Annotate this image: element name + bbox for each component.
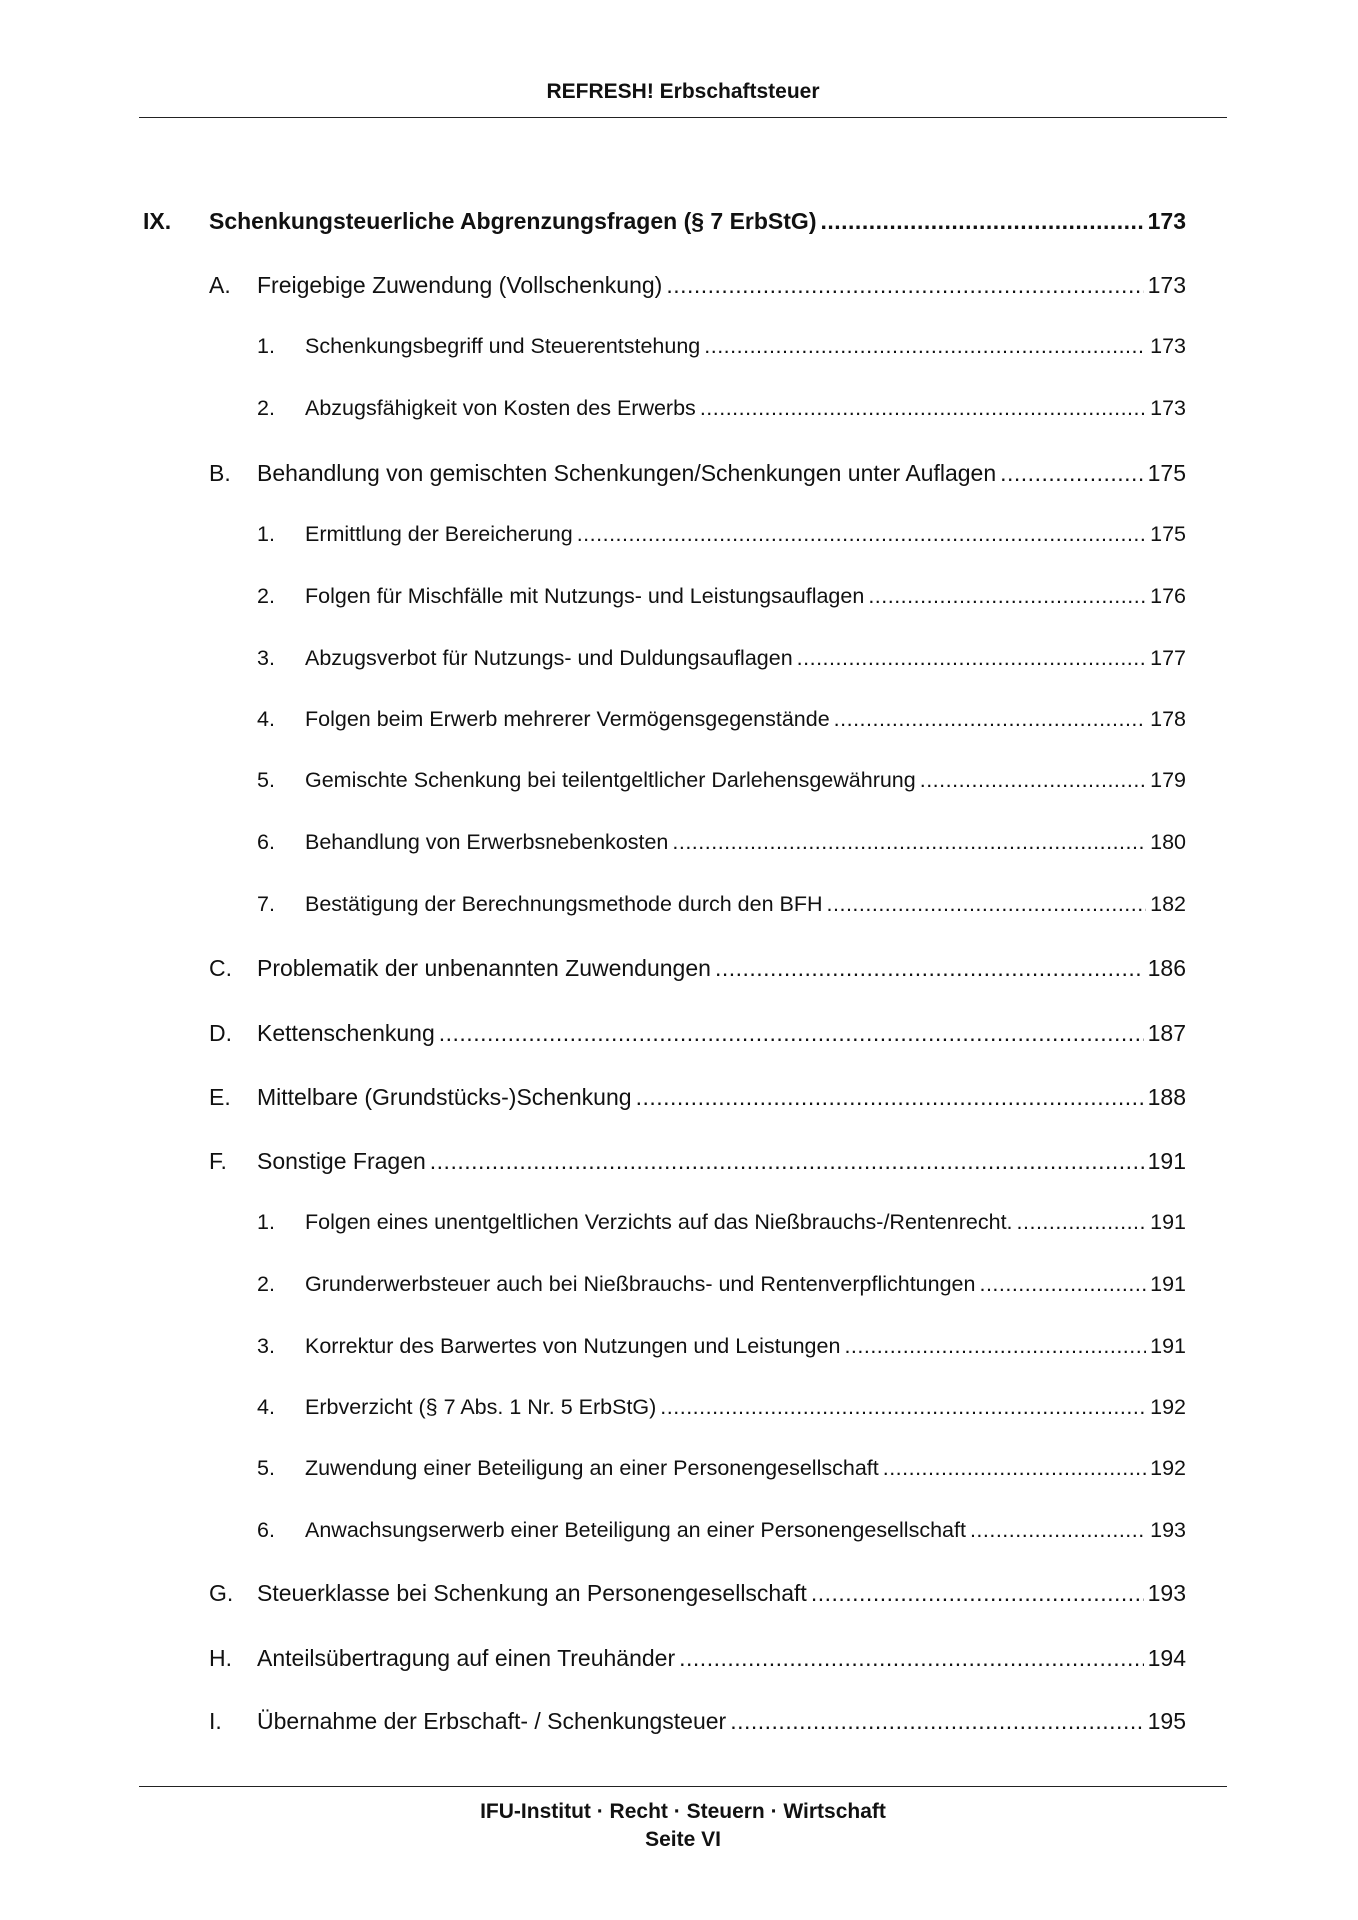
toc-entry	[257, 768, 1186, 793]
toc-dot-leader	[1000, 460, 1144, 487]
toc-entry-number: B.	[209, 460, 231, 486]
toc-entry-title: Ermittlung der Bereicherung	[305, 522, 573, 546]
toc-entry-title: Behandlung von gemischten Schenkungen/Schenkungen unter Auflagen	[257, 460, 997, 486]
toc-dot-leader	[660, 1395, 1146, 1420]
toc-entry-number: 7.	[257, 892, 275, 916]
toc-entry-page: 191	[1147, 1148, 1186, 1174]
toc-entry-page: 173	[1147, 208, 1186, 234]
toc-entry-number: G.	[209, 1580, 234, 1606]
toc-dot-leader	[811, 1580, 1144, 1607]
toc-entry-number: 6.	[257, 830, 275, 854]
toc-dot-leader	[827, 892, 1147, 917]
toc-entry-title: Behandlung von Erwerbsnebenkosten	[305, 830, 669, 854]
toc-entry-title: Schenkungsbegriff und Steuerentstehung	[305, 334, 701, 358]
toc-entry-number: I.	[209, 1708, 222, 1734]
toc-entry-page: 176	[1150, 584, 1186, 608]
toc-entry-title: Mittelbare (Grundstücks-)Schenkung	[257, 1084, 632, 1110]
toc-entry-number: 5.	[257, 1456, 275, 1480]
toc-entry-page: 191	[1150, 1210, 1186, 1234]
toc-entry-number: 2.	[257, 584, 275, 608]
toc-entry-title: Zuwendung einer Beteiligung an einer Personengesellschaft	[305, 1456, 879, 1480]
toc-entry	[209, 1148, 1186, 1175]
toc-entry	[209, 1645, 1186, 1672]
toc-entry-page: 180	[1150, 830, 1186, 854]
page-header: REFRESH! Erbschaftsteuer	[546, 80, 820, 103]
toc-entry-number: 1.	[257, 1210, 275, 1234]
toc-dot-leader	[730, 1708, 1143, 1735]
toc-entry	[257, 892, 1186, 917]
toc-entry-title: Folgen eines unentgeltlichen Verzichts auf das Nießbrauchs-/Rentenrecht.	[305, 1210, 1013, 1234]
toc-entry-title: Anwachsungserwerb einer Beteiligung an einer Personengesellschaft	[305, 1518, 966, 1542]
toc-entry	[257, 1272, 1186, 1297]
toc-dot-leader	[868, 584, 1146, 609]
toc-dot-leader	[577, 522, 1146, 547]
toc-dot-leader	[430, 1148, 1144, 1175]
toc-entry-page: 179	[1150, 768, 1186, 792]
toc-dot-leader	[970, 1518, 1146, 1543]
toc-entry-number: H.	[209, 1645, 232, 1671]
toc-entry-number: 1.	[257, 522, 275, 546]
toc-entry-title: Folgen für Mischfälle mit Nutzungs- und Leistungsauflagen	[305, 584, 865, 608]
toc-dot-leader	[1017, 1210, 1147, 1235]
toc-entry-number: 4.	[257, 707, 275, 731]
toc-entry-page: 175	[1147, 460, 1186, 486]
toc-dot-leader	[679, 1645, 1143, 1672]
toc-entry-title: Erbverzicht (§ 7 Abs. 1 Nr. 5 ErbStG)	[305, 1395, 657, 1419]
toc-entry	[257, 1456, 1186, 1481]
toc-entry	[257, 1334, 1186, 1359]
toc-entry	[209, 1020, 1186, 1047]
toc-entry	[209, 1708, 1186, 1735]
toc-entry-page: 188	[1147, 1084, 1186, 1110]
toc-entry-page: 173	[1150, 334, 1186, 358]
toc-entry	[257, 830, 1186, 855]
toc-dot-leader	[704, 334, 1146, 359]
toc-entry-number: 5.	[257, 768, 275, 792]
toc-dot-leader	[700, 396, 1146, 421]
toc-entry-page: 192	[1150, 1395, 1186, 1419]
toc-dot-leader	[979, 1272, 1146, 1297]
toc-entry	[257, 584, 1186, 609]
toc-entry-number: 4.	[257, 1395, 275, 1419]
toc-entry	[209, 272, 1186, 299]
toc-entry	[209, 955, 1186, 982]
toc-entry-number: 2.	[257, 396, 275, 420]
toc-dot-leader	[636, 1084, 1144, 1111]
footer-rule	[139, 1786, 1227, 1787]
toc-entry-page: 191	[1150, 1334, 1186, 1358]
toc-dot-leader	[844, 1334, 1146, 1359]
toc-entry-number: 3.	[257, 646, 275, 670]
toc-entry-title: Bestätigung der Berechnungsmethode durch den BFH	[305, 892, 823, 916]
toc-entry-page: 192	[1150, 1456, 1186, 1480]
toc-entry-page: 173	[1147, 272, 1186, 298]
toc-entry-title: Anteilsübertragung auf einen Treuhänder	[257, 1645, 676, 1671]
toc-entry	[143, 208, 1186, 235]
toc-entry	[209, 460, 1186, 487]
toc-entry-page: 193	[1150, 1518, 1186, 1542]
toc-entry-page: 173	[1150, 396, 1186, 420]
toc-entry-number: 2.	[257, 1272, 275, 1296]
toc-entry-page: 177	[1150, 646, 1186, 670]
toc-entry-number: 6.	[257, 1518, 275, 1542]
toc-dot-leader	[672, 830, 1146, 855]
toc-entry	[257, 1210, 1186, 1235]
toc-entry-number: F.	[209, 1148, 227, 1174]
toc-entry	[257, 1518, 1186, 1543]
toc-entry	[257, 646, 1186, 671]
toc-entry-page: 178	[1150, 707, 1186, 731]
toc-entry	[257, 522, 1186, 547]
toc-dot-leader	[797, 646, 1146, 671]
toc-entry-title: Schenkungsteuerliche Abgrenzungsfragen (§ 7 ErbStG)	[209, 208, 817, 234]
toc-entry	[257, 1395, 1186, 1420]
toc-entry-number: IX.	[143, 208, 172, 234]
footer-page-label: Seite VI	[645, 1828, 721, 1851]
toc-entry-number: C.	[209, 955, 232, 981]
toc-entry-page: 191	[1150, 1272, 1186, 1296]
toc-entry-title: Korrektur des Barwertes von Nutzungen und Leistungen	[305, 1334, 841, 1358]
toc-entry-title: Abzugsverbot für Nutzungs- und Duldungsauflagen	[305, 646, 793, 670]
toc-dot-leader	[883, 1456, 1146, 1481]
toc-dot-leader	[920, 768, 1146, 793]
toc-dot-leader	[666, 272, 1143, 299]
toc-dot-leader	[715, 955, 1144, 982]
toc-entry-title: Folgen beim Erwerb mehrerer Vermögensgegenstände	[305, 707, 830, 731]
toc-entry-title: Problematik der unbenannten Zuwendungen	[257, 955, 711, 981]
toc-entry	[209, 1580, 1186, 1607]
toc-entry-title: Steuerklasse bei Schenkung an Personengesellschaft	[257, 1580, 807, 1606]
toc-entry-page: 194	[1147, 1645, 1186, 1671]
toc-entry-number: 1.	[257, 334, 275, 358]
toc-entry-title: Gemischte Schenkung bei teilentgeltlicher Darlehensgewährung	[305, 768, 916, 792]
toc-entry-number: D.	[209, 1020, 232, 1046]
footer-institute: IFU-Institut · Recht · Steuern · Wirtschaft	[480, 1800, 886, 1823]
toc-entry	[257, 334, 1186, 359]
toc-entry-number: A.	[209, 272, 231, 298]
toc-dot-leader	[820, 208, 1143, 235]
toc-entry-title: Freigebige Zuwendung (Vollschenkung)	[257, 272, 663, 298]
toc-entry-page: 195	[1147, 1708, 1186, 1734]
toc-entry-title: Kettenschenkung	[257, 1020, 435, 1046]
toc-entry-page: 175	[1150, 522, 1186, 546]
toc-entry-number: 3.	[257, 1334, 275, 1358]
toc-entry	[209, 1084, 1186, 1111]
toc-entry-page: 186	[1147, 955, 1186, 981]
toc-dot-leader	[834, 707, 1146, 732]
toc-entry-title: Sonstige Fragen	[257, 1148, 426, 1174]
toc-entry	[257, 396, 1186, 421]
toc-entry-page: 193	[1147, 1580, 1186, 1606]
toc-entry-title: Grunderwerbsteuer auch bei Nießbrauchs- und Rentenverpflichtungen	[305, 1272, 976, 1296]
toc-entry-page: 187	[1147, 1020, 1186, 1046]
toc-entry	[257, 707, 1186, 732]
toc-entry-title: Übernahme der Erbschaft- / Schenkungsteuer	[257, 1708, 727, 1734]
toc-entry-title: Abzugsfähigkeit von Kosten des Erwerbs	[305, 396, 696, 420]
toc-entry-number: E.	[209, 1084, 231, 1110]
toc-entry-page: 182	[1150, 892, 1186, 916]
toc-dot-leader	[439, 1020, 1144, 1047]
